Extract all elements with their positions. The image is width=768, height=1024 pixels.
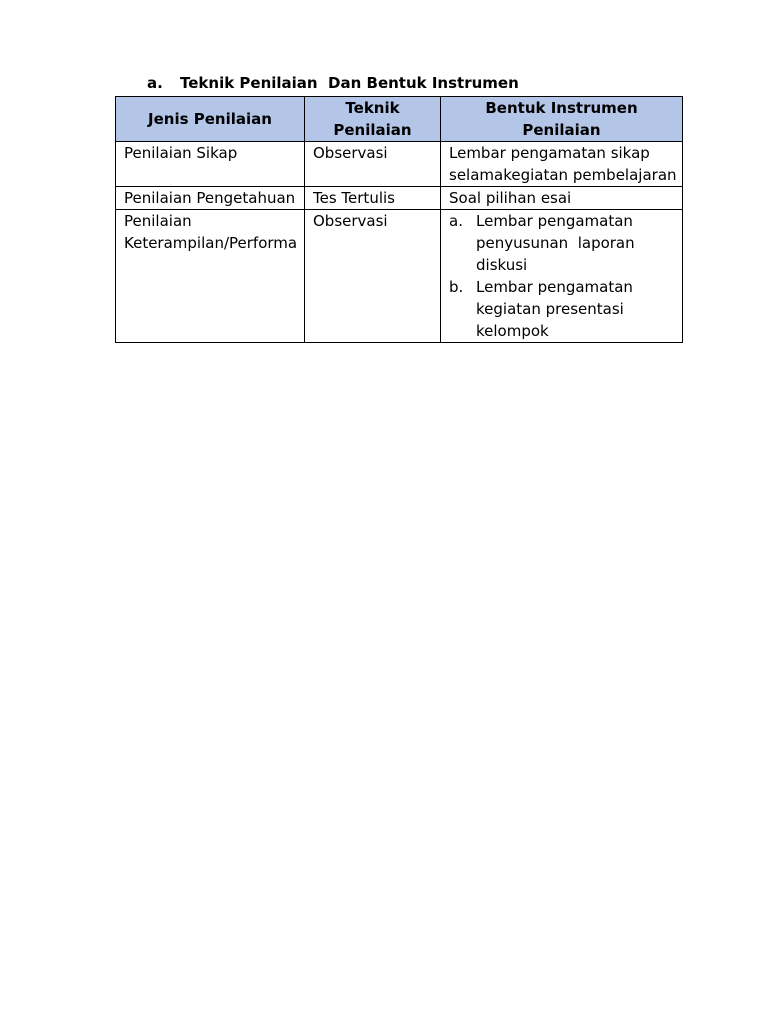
cell-jenis-line: Penilaian bbox=[124, 212, 192, 230]
cell-bentuk: Soal pilihan esai bbox=[441, 187, 683, 210]
list-item bbox=[449, 276, 682, 342]
cell-teknik: Tes Tertulis bbox=[305, 187, 441, 210]
cell-bentuk bbox=[441, 210, 683, 343]
cell-teknik: Observasi bbox=[305, 210, 441, 343]
list-item-line: kelompok bbox=[476, 322, 549, 340]
table-row bbox=[116, 142, 683, 187]
list-item-line: diskusi bbox=[476, 256, 528, 274]
list-item-line: Lembar pengamatan bbox=[476, 212, 633, 230]
cell-jenis: Penilaian Sikap bbox=[116, 142, 305, 187]
list-marker: b. bbox=[449, 278, 464, 296]
table-row bbox=[116, 187, 683, 210]
section-heading bbox=[147, 73, 519, 93]
table-header-row bbox=[116, 97, 683, 142]
header-bentuk-instrumen: Bentuk Instrumen Penilaian bbox=[441, 97, 683, 142]
section-title: Teknik Penilaian Dan Bentuk Instrumen bbox=[180, 74, 519, 92]
header-teknik-penilaian: Teknik Penilaian bbox=[305, 97, 441, 142]
cell-bentuk bbox=[441, 142, 683, 187]
assessment-table bbox=[115, 96, 683, 343]
list-item-line: kegiatan presentasi bbox=[476, 300, 624, 318]
cell-jenis bbox=[116, 210, 305, 343]
cell-teknik: Observasi bbox=[305, 142, 441, 187]
cell-jenis: Penilaian Pengetahuan bbox=[116, 187, 305, 210]
list-marker: a. bbox=[449, 212, 463, 230]
list-item bbox=[449, 210, 682, 276]
cell-bentuk-line: selamakegiatan pembelajaran bbox=[449, 166, 677, 184]
cell-jenis-line: Keterampilan/Performa bbox=[124, 234, 298, 252]
section-marker: a. bbox=[147, 74, 163, 92]
header-jenis-penilaian: Jenis Penilaian bbox=[116, 97, 305, 142]
list-item-line: Lembar pengamatan bbox=[476, 278, 633, 296]
cell-bentuk-line: Lembar pengamatan sikap bbox=[449, 144, 650, 162]
instrument-list bbox=[449, 210, 682, 342]
list-item-line: penyusunan laporan bbox=[476, 234, 635, 252]
table-row bbox=[116, 210, 683, 343]
